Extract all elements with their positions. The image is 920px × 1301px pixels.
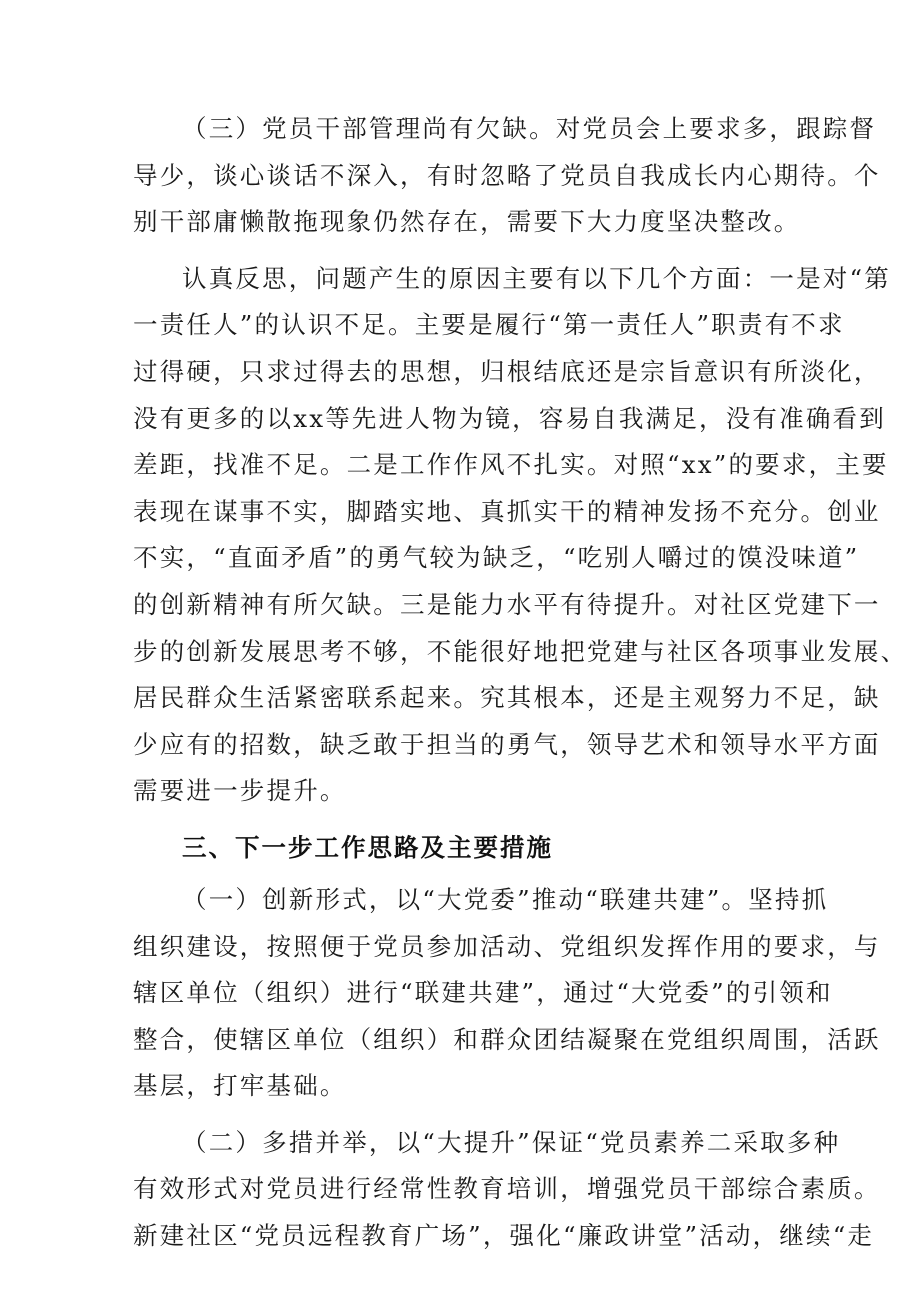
section-heading: 三、下一步工作思路及主要措施 (182, 832, 553, 862)
text-line: 新建社区“党员远程教育广场”，强化“廉政讲堂”活动，继续“走 (133, 1221, 875, 1251)
text-line: 别干部庸懒散拖现象仍然存在，需要下大力度坚决整改。 (133, 207, 801, 237)
text-line: 少应有的招数，缺乏敢于担当的勇气，领导艺术和领导水平方面 (133, 729, 881, 759)
text-line: 辖区单位（组织）进行“联建共建”，通过“大党委”的引领和 (133, 978, 833, 1008)
text-line: 居民群众生活紧密联系起来。究其根本，还是主观努力不足，缺 (133, 683, 881, 713)
paragraph-reflection (133, 256, 908, 815)
text-line: 导少，谈心谈话不深入，有时忽略了党员自我成长内心期待。个 (133, 160, 881, 190)
text-line: 需要进一步提升。 (133, 776, 347, 806)
text-line: （三）党员干部管理尚有欠缺。对党员会上要求多，跟踪督 (182, 114, 877, 143)
text-line: 的创新精神有所欠缺。三是能力水平有待提升。对社区党建下一 (133, 589, 881, 619)
text-line: 有效形式对党员进行经常性教育培训，增强党员干部综合素质。 (133, 1174, 881, 1204)
text-line: 不实，“直面矛盾”的勇气较为缺乏，“吃别人嚼过的馍没味道” (133, 543, 860, 573)
text-line: 认真反思，问题产生的原因主要有以下几个方面：一是对“第 (182, 263, 891, 293)
text-line: 整合，使辖区单位（组织）和群众团结凝聚在党组织周围，活跃 (133, 1024, 881, 1054)
paragraph-innovation (133, 877, 881, 1110)
text-line: 差距，找准不足。二是工作作风不扎实。对照“xx”的要求，主要 (133, 450, 889, 480)
paragraph-party-management (133, 106, 881, 246)
text-line: 过得硬，只求过得去的思想，归根结底还是宗旨意识有所淡化， (133, 356, 881, 386)
text-line: 组织建设，按照便于党员参加活动、党组织发挥作用的要求，与 (133, 931, 881, 961)
text-line: 基层，打牢基础。 (133, 1071, 347, 1101)
text-line: 步的创新发展思考不够，不能很好地把党建与社区各项事业发展、 (133, 636, 908, 666)
paragraph-multiple-measures (133, 1120, 881, 1260)
document-body (133, 106, 908, 1270)
text-line: 没有更多的以xx等先进人物为镜，容易自我满足，没有准确看到 (133, 403, 886, 433)
text-line: （一）创新形式，以“大党委”推动“联建共建”。坚持抓 (182, 884, 829, 914)
text-line: 表现在谋事不实，脚踏实地、真抓实干的精神发扬不充分。创业 (133, 496, 881, 526)
text-line: （二）多措并举，以“大提升”保证“党员素养二采取多种 (182, 1127, 841, 1157)
text-line: 一责任人”的认识不足。主要是履行“第一责任人”职责有不求 (133, 310, 845, 340)
